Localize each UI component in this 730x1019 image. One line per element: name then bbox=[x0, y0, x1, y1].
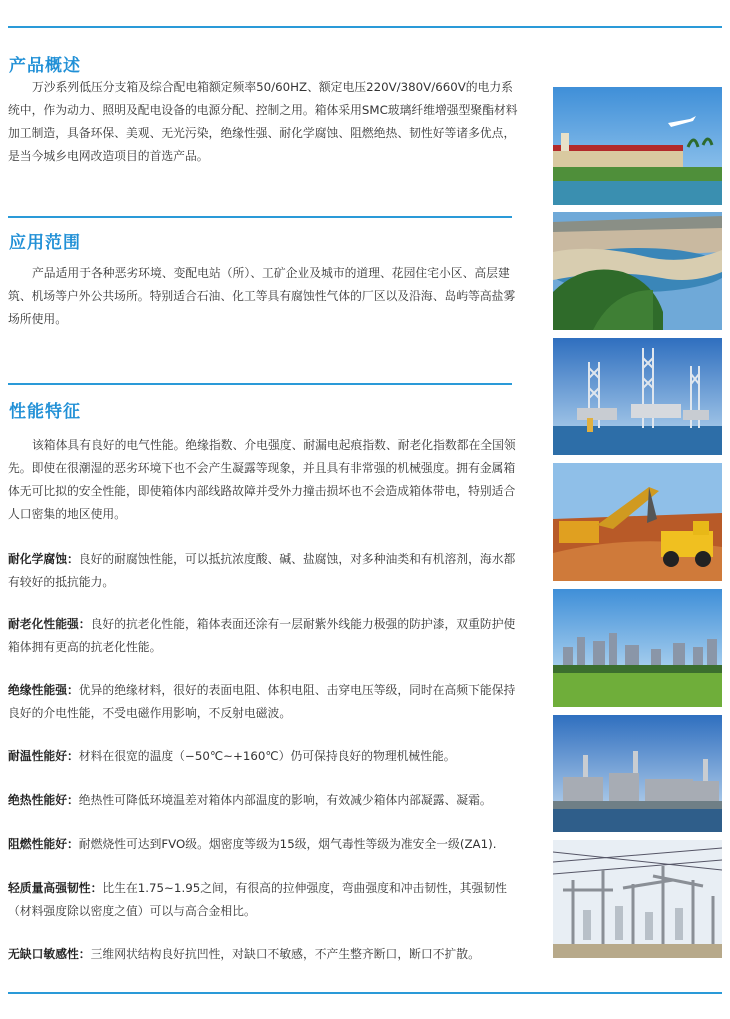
feature-label: 阻燃性能好： bbox=[8, 837, 79, 851]
feature-thermal-insulation bbox=[8, 789, 521, 812]
bottom-divider bbox=[8, 992, 722, 994]
feature-label: 耐化学腐蚀： bbox=[8, 552, 79, 566]
feature-text: 绝热性可降低环境温差对箱体内部温度的影响，有效减少箱体内部凝露、凝霜。 bbox=[78, 793, 492, 807]
feature-text: 耐燃烧性可达到FVO级。烟密度等级为15级，烟气毒性等级为准安全一级(ZA1). bbox=[78, 837, 497, 851]
feature-text: 材料在很宽的温度（−50℃~+160℃）仍可保持良好的物理机械性能。 bbox=[78, 749, 456, 763]
feature-text: 比生在1.75~1.95之间，有很高的拉伸强度，弯曲强度和冲击韧性，其强韧性（材料强度除以密度之值）可以与高合金相比。 bbox=[8, 881, 507, 918]
feature-label: 绝缘性能强： bbox=[8, 683, 79, 697]
feature-label: 绝热性能好： bbox=[8, 793, 79, 807]
top-divider bbox=[8, 26, 722, 28]
performance-intro: 该箱体具有良好的电气性能。绝缘指数、介电强度、耐漏电起痕指数、耐老化指数都在全国领先。即使在很潮湿的恶劣环境下也不会产生凝露等现象，并且具有非常强的机械强度。拥有金属箱体无可比拟的安全性能，即使箱体内部线路故障并受外力撞击损坏也不会造成箱体带电，特别适合人口密集的地区使用。 bbox=[8, 438, 516, 521]
feature-anti-aging bbox=[8, 613, 521, 659]
substation-photo-icon bbox=[553, 840, 722, 958]
section-title-application: 应用范围 bbox=[9, 233, 81, 253]
feature-label: 轻质量高强韧性： bbox=[8, 881, 103, 895]
feature-flame-retardant bbox=[8, 833, 521, 856]
section-divider-1 bbox=[8, 216, 512, 218]
industrial-plant-photo-icon bbox=[553, 715, 722, 832]
feature-label: 耐温性能好： bbox=[8, 749, 79, 763]
feature-lightweight-strength bbox=[8, 877, 521, 923]
feature-temperature bbox=[8, 745, 521, 768]
section-title-overview: 产品概述 bbox=[9, 56, 81, 76]
coastal-city-photo-icon bbox=[553, 212, 722, 330]
overview-text: 万沙系列低压分支箱及综合配电箱额定频率50/60HZ、额定电压220V/380V/660V的电力系统中，作为动力、照明及配电设备的电源分配、控制之用。箱体采用SMC玻璃纤维增强型聚酯材料加工制造，具备环保、美观、无光污染，绝缘性强、耐化学腐蚀、阻燃绝热、韧性好等诸多优点，是当今城乡电网改造项目的首选产品。 bbox=[8, 80, 518, 163]
feature-notch-insensitivity bbox=[8, 943, 521, 966]
feature-text: 良好的抗老化性能，箱体表面还涂有一层耐紫外线能力极强的防护漆，双重防护使箱体拥有更高的抗老化性能。 bbox=[8, 617, 516, 654]
airport-photo-icon bbox=[553, 87, 722, 205]
section-divider-2 bbox=[8, 383, 512, 385]
offshore-rig-photo-icon bbox=[553, 338, 722, 455]
feature-insulation bbox=[8, 679, 521, 725]
section-title-performance: 性能特征 bbox=[9, 402, 81, 422]
city-park-photo-icon bbox=[553, 589, 722, 707]
feature-text: 优异的绝缘材料，很好的表面电阻、体积电阻、击穿电压等级，同时在高频下能保持良好的介电性能，不受电磁作用影响，不反射电磁波。 bbox=[8, 683, 516, 720]
feature-text: 良好的耐腐蚀性能，可以抵抗浓度酸、碱、盐腐蚀，对多种油类和有机溶剂，海水都有较好的抵抗能力。 bbox=[8, 552, 516, 589]
feature-label: 耐老化性能强： bbox=[8, 617, 91, 631]
feature-label: 无缺口敏感性： bbox=[8, 947, 91, 961]
mining-excavator-photo-icon bbox=[553, 463, 722, 581]
application-text: 产品适用于各种恶劣环境、变配电站（所）、工矿企业及城市的道理、花园住宅小区、高层建筑、机场等户外公共场所。特别适合石油、化工等具有腐蚀性气体的厂区以及沿海、岛屿等高盐雾场所使用。 bbox=[8, 266, 516, 326]
feature-text: 三维网状结构良好抗凹性，对缺口不敏感，不产生整齐断口，断口不扩散。 bbox=[90, 947, 480, 961]
feature-chemical-resistance bbox=[8, 548, 521, 594]
